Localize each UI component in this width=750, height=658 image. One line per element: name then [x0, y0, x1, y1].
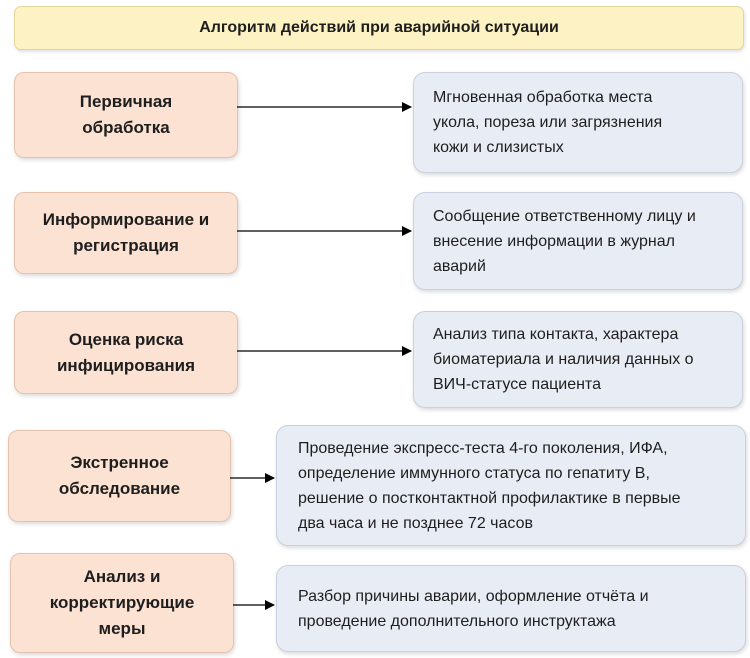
step-box-primary-treatment: Первичная обработка	[14, 72, 238, 158]
diagram-title: Алгоритм действий при аварийной ситуации	[14, 6, 744, 50]
step-box-risk-assessment: Оценка риска инфицирования	[14, 311, 238, 394]
description-box-primary-treatment: Мгновенная обработка места укола, пореза или загрязнения кожи и слизистых	[413, 72, 743, 173]
step-box-emergency-examination: Экстренное обследование	[8, 430, 231, 522]
step-box-corrective-measures: Анализ и корректирующие меры	[10, 553, 234, 653]
description-box-risk-assessment: Анализ типа контакта, характера биоматериала и наличия данных о ВИЧ-статусе пациента	[413, 311, 743, 408]
step-box-informing-registration: Информирование и регистрация	[14, 192, 238, 274]
description-box-informing-registration: Сообщение ответственному лицу и внесение информации в журнал аварий	[413, 192, 743, 290]
description-box-emergency-examination: Проведение экспресс-теста 4-го поколения, ИФА, определение иммунного статуса по гепатиту В, решение о постконтактной профилактике в первые два часа и не позднее 72 часов	[276, 425, 746, 546]
description-box-corrective-measures: Разбор причины аварии, оформление отчёта и проведение дополнительного инструктажа	[276, 565, 746, 652]
